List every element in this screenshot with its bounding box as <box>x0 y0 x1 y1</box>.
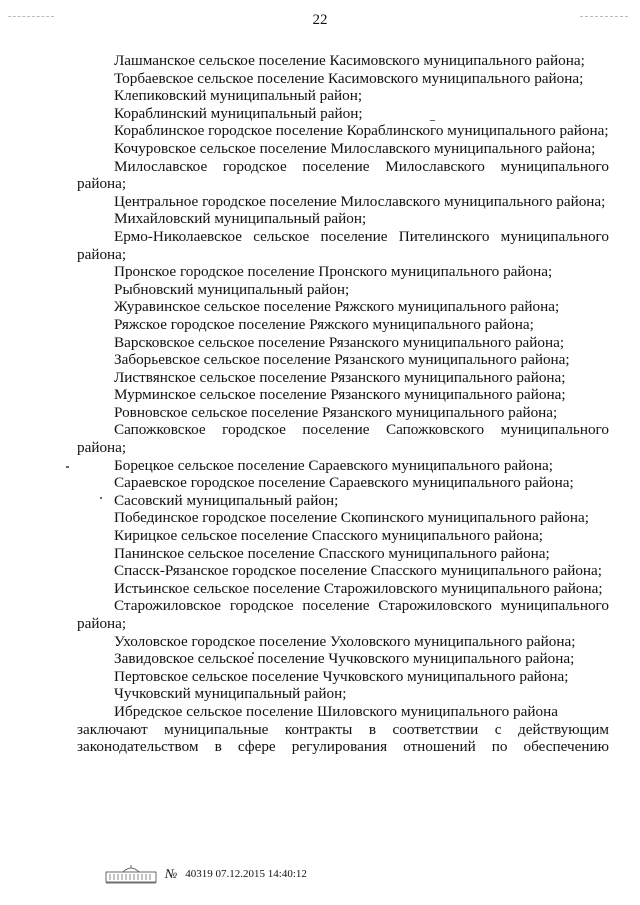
list-item: Журавинское сельское поселение Ряжского муниципального района; <box>114 298 560 316</box>
list-item: Кораблинское городское поселение Кораблинского муниципального района; <box>114 122 609 140</box>
list-item: Сараевское городское поселение Сараевского муниципального района; <box>114 474 574 492</box>
list-item: Кирицкое сельское поселение Спасского муниципального района; <box>114 527 544 545</box>
list-item: Ровновское сельское поселение Рязанского муниципального района; <box>114 403 558 421</box>
list-item: Рыбновский муниципальный район; <box>114 280 350 298</box>
list-item: Побединское городское поселение Скопинского муниципального района; <box>114 509 589 527</box>
list-item: Пертовское сельское поселение Чучковского муниципального района; <box>114 667 569 685</box>
list-item: Заборьевское сельское поселение Рязанского муниципального района; <box>114 351 570 369</box>
list-item: Панинское сельское поселение Спасского муниципального района; <box>114 544 550 562</box>
list-item: Кораблинский муниципальный район; <box>114 104 363 122</box>
closing-line: заключают муниципальные контракты в соответствии с действующим <box>77 720 609 738</box>
municipality-list <box>77 52 609 721</box>
list-item: Кочуровское сельское поселение Милославского муниципального района; <box>114 139 596 157</box>
registration-number-datetime: 40319 07.12.2015 14:40:12 <box>185 868 307 880</box>
registration-stamp <box>105 862 307 886</box>
list-item: Михайловский муниципальный район; <box>114 210 367 228</box>
list-item: Центральное городское поселение Милославского муниципального района; <box>114 192 606 210</box>
list-item: Ибредское сельское поселение Шиловского муниципального района <box>114 702 558 720</box>
list-item: Завидовское сельское поселение Чучковского муниципального района; <box>114 650 575 668</box>
list-item: Варсковское сельское поселение Рязанского муниципального района; <box>114 333 565 351</box>
list-item: Ряжское городское поселение Ряжского муниципального района; <box>114 315 534 333</box>
list-item: Истьинское сельское поселение Старожиловского муниципального района; <box>114 579 603 597</box>
list-item: Клепиковский муниципальный район; <box>114 87 363 105</box>
scan-speck <box>66 466 69 468</box>
list-item: Сапожковское городское поселение Сапожковского муниципального района; <box>77 421 609 457</box>
list-item: Сасовский муниципальный район; <box>114 491 339 509</box>
list-item: Торбаевское сельское поселение Касимовского муниципального района; <box>114 69 584 87</box>
building-logo-icon <box>105 864 157 884</box>
page-number: 22 <box>312 12 328 28</box>
list-item: Пронское городское поселение Пронского муниципального района; <box>114 263 553 281</box>
list-item: Борецкое сельское поселение Сараевского муниципального района; <box>114 456 553 474</box>
list-item: Старожиловское городское поселение Старожиловского муниципального района; <box>77 597 609 632</box>
list-item: Мурминское сельское поселение Рязанского муниципального района; <box>114 386 566 404</box>
document-body <box>77 52 609 756</box>
number-sign: № <box>165 866 178 881</box>
list-item: Лашманское сельское поселение Касимовского муниципального района; <box>114 52 585 69</box>
list-item: Ермо-Николаевское сельское поселение Пителинского муниципального района; <box>77 227 609 263</box>
closing-line: законодательством в сфере регулирования отношений по обеспечению <box>77 738 609 756</box>
list-item: Листвянское сельское поселение Рязанского муниципального района; <box>114 368 566 386</box>
closing-paragraph <box>77 720 609 756</box>
list-item: Спасск-Рязанское городское поселение Спасского муниципального района; <box>114 562 603 580</box>
list-item: Ухоловское городское поселение Ухоловского муниципального района; <box>114 632 576 650</box>
list-item: Милославское городское поселение Милославского муниципального района; <box>77 157 609 193</box>
list-item: Чучковский муниципальный район; <box>114 685 347 703</box>
